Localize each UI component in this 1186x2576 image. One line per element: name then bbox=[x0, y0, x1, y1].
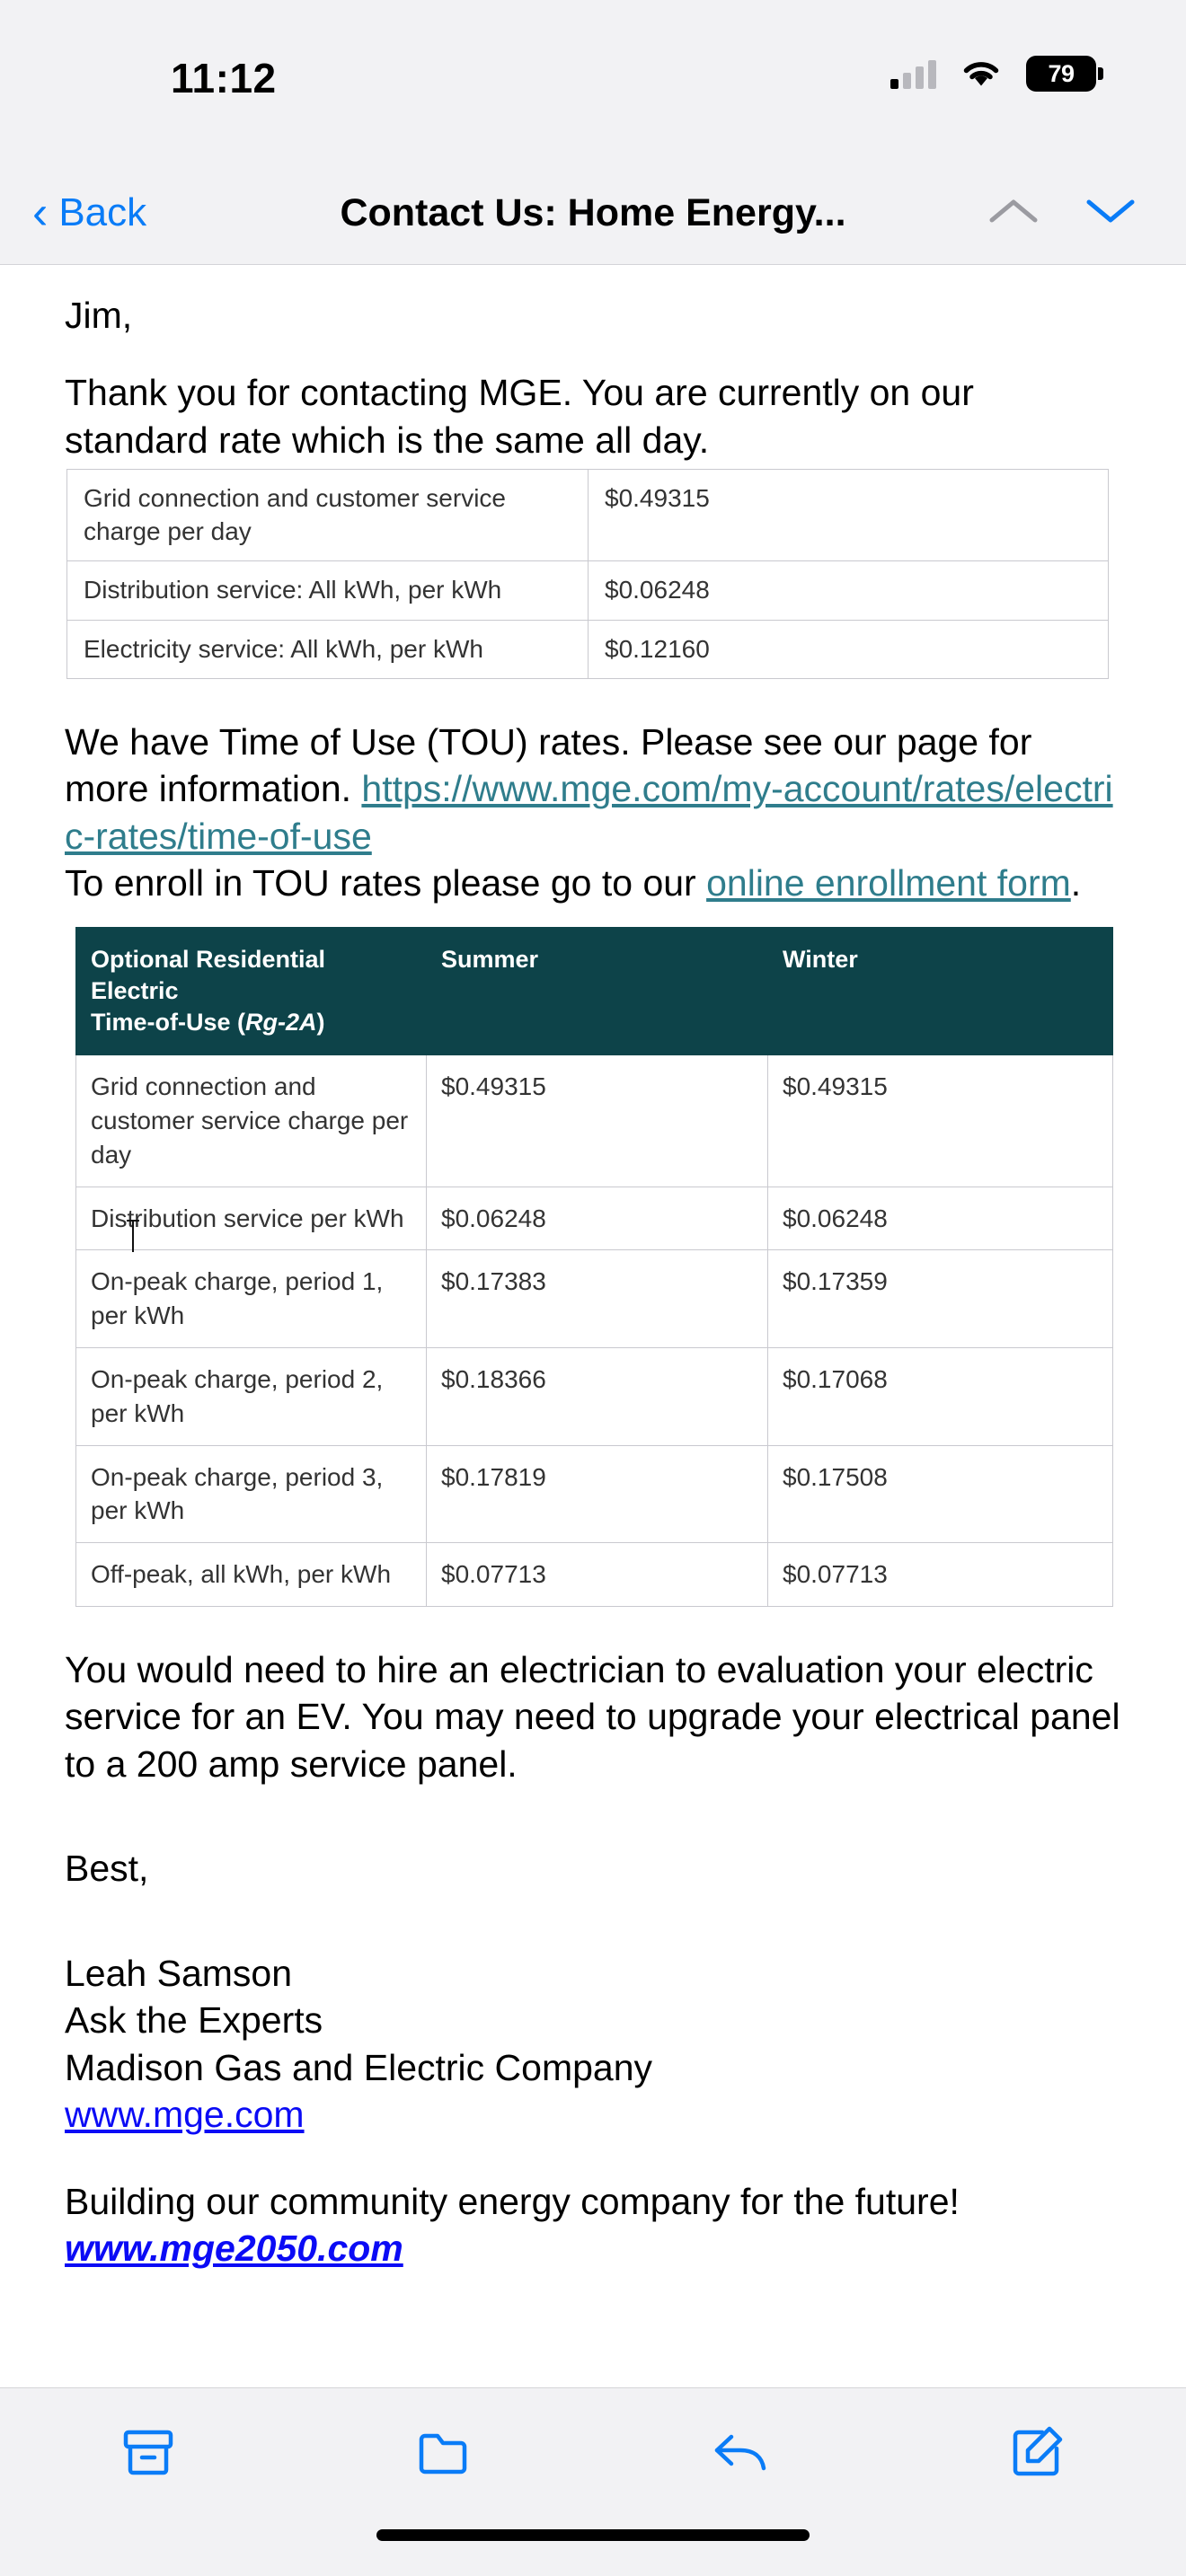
signature-url-line bbox=[65, 2091, 1121, 2138]
tou-row-winter: $0.07713 bbox=[768, 1543, 1113, 1607]
paragraph-2 bbox=[65, 719, 1121, 860]
standard-rate-table bbox=[66, 469, 1109, 679]
table-row bbox=[67, 561, 1109, 620]
home-indicator-area bbox=[0, 2522, 1186, 2576]
tou-row-summer: $0.18366 bbox=[427, 1347, 768, 1445]
chevron-up-icon[interactable] bbox=[988, 195, 1039, 232]
back-button[interactable] bbox=[32, 187, 147, 239]
tou-title-line1: Optional Residential Electric bbox=[91, 945, 326, 1004]
cellular-signal-icon bbox=[890, 58, 936, 89]
tou-row-label: Grid connection and customer service charge per day bbox=[76, 1055, 427, 1187]
greeting-text: Jim, bbox=[65, 295, 133, 336]
chevron-left-icon: ‹ bbox=[32, 187, 49, 239]
status-time: 11:12 bbox=[171, 55, 277, 101]
tou-rate-code: Rg-2A bbox=[245, 1009, 317, 1037]
archive-button[interactable] bbox=[94, 2411, 202, 2501]
rate-value: $0.49315 bbox=[589, 470, 1109, 561]
table-row bbox=[76, 1543, 1113, 1607]
table-row bbox=[76, 1250, 1113, 1348]
table-row bbox=[67, 470, 1109, 561]
enrollment-form-link[interactable]: online enrollment form bbox=[706, 862, 1071, 904]
tou-row-summer: $0.06248 bbox=[427, 1187, 768, 1250]
table-row bbox=[76, 1445, 1113, 1543]
paragraph-4: You would need to hire an electrician to evaluation your electric service for an EV. You may need to upgrade your electrical panel to a 200 amp service panel. bbox=[65, 1648, 1120, 1785]
rate-value: $0.12160 bbox=[589, 620, 1109, 678]
tou-title-line2-post: ) bbox=[316, 1009, 325, 1037]
home-indicator[interactable] bbox=[376, 2529, 810, 2541]
tou-row-winter: $0.17359 bbox=[768, 1250, 1113, 1348]
tou-row-label bbox=[76, 1187, 427, 1250]
signature-name: Leah Samson bbox=[65, 1952, 293, 1994]
mge-website-link[interactable]: www.mge.com bbox=[65, 2094, 305, 2136]
tou-row-label: On-peak charge, period 1, per kWh bbox=[76, 1250, 427, 1348]
tou-header-winter: Winter bbox=[768, 927, 1113, 1054]
tou-page-link[interactable]: https://www.mge.com/my-account/rates/electric-rates/time-of-use bbox=[65, 768, 1113, 857]
folder-icon bbox=[415, 2423, 474, 2487]
move-to-folder-button[interactable] bbox=[391, 2411, 499, 2501]
rate-label: Grid connection and customer service charge per day bbox=[67, 470, 589, 561]
table-row bbox=[76, 1187, 1113, 1250]
tou-row-summer: $0.17383 bbox=[427, 1250, 768, 1348]
table-row bbox=[67, 620, 1109, 678]
tou-row-label: On-peak charge, period 3, per kWh bbox=[76, 1445, 427, 1543]
status-bar bbox=[0, 0, 1186, 162]
rate-value: $0.06248 bbox=[589, 561, 1109, 620]
tou-row-label: On-peak charge, period 2, per kWh bbox=[76, 1347, 427, 1445]
signature-title: Ask the Experts bbox=[65, 1999, 323, 2042]
tou-row-label: Off-peak, all kWh, per kWh bbox=[76, 1543, 427, 1607]
paragraph-2-text: We have Time of Use (TOU) rates. Please see our page for more information. bbox=[65, 720, 1032, 810]
paragraph-1: Thank you for contacting MGE. You are currently on our standard rate which is the same all day. bbox=[65, 372, 974, 461]
table-row bbox=[76, 1347, 1113, 1445]
navigation-bar bbox=[0, 162, 1186, 265]
compose-icon bbox=[1008, 2423, 1067, 2487]
tou-row-summer: $0.49315 bbox=[427, 1055, 768, 1187]
wifi-icon bbox=[958, 57, 1005, 91]
mge2050-link[interactable]: www.mge2050.com bbox=[65, 2228, 403, 2270]
signature-company: Madison Gas and Electric Company bbox=[65, 2046, 653, 2088]
tou-row-winter: $0.49315 bbox=[768, 1055, 1113, 1187]
tou-header-summer: Summer bbox=[427, 927, 768, 1054]
tou-header-title bbox=[76, 927, 427, 1054]
reply-arrow-icon bbox=[710, 2426, 773, 2484]
tou-row-winter: $0.17508 bbox=[768, 1445, 1113, 1543]
battery-percent: 79 bbox=[1048, 59, 1075, 87]
rate-label: Electricity service: All kWh, per kWh bbox=[67, 620, 589, 678]
archive-box-icon bbox=[119, 2423, 178, 2487]
message-nav-arrows bbox=[988, 195, 1136, 232]
message-toolbar bbox=[0, 2387, 1186, 2522]
tagline-text: Building our community energy company for the future! bbox=[65, 2180, 960, 2222]
message-body bbox=[0, 265, 1186, 2387]
paragraph-3-period: . bbox=[1070, 862, 1082, 904]
closing-text: Best, bbox=[65, 1848, 149, 1890]
tou-row-winter: $0.06248 bbox=[768, 1187, 1113, 1250]
tagline-url-line bbox=[65, 2225, 1121, 2272]
rate-label: Distribution service: All kWh, per kWh bbox=[67, 561, 589, 620]
reply-button[interactable] bbox=[687, 2411, 795, 2501]
tou-row-label-text: Distribution service per kWh bbox=[91, 1204, 404, 1232]
paragraph-3 bbox=[65, 860, 1121, 906]
tou-row-winter: $0.17068 bbox=[768, 1347, 1113, 1445]
table-header-row bbox=[76, 927, 1113, 1054]
page-title: Contact Us: Home Energy... bbox=[340, 190, 846, 234]
tou-title-line2-pre: Time-of-Use ( bbox=[91, 1009, 246, 1037]
paragraph-3-text: To enroll in TOU rates please go to our bbox=[65, 862, 707, 904]
time-of-use-rate-table bbox=[75, 927, 1113, 1607]
back-label: Back bbox=[58, 190, 147, 234]
compose-button[interactable] bbox=[984, 2411, 1092, 2501]
chevron-down-icon[interactable] bbox=[1085, 195, 1136, 232]
status-indicators bbox=[890, 56, 1096, 92]
tou-row-summer: $0.17819 bbox=[427, 1445, 768, 1543]
table-row bbox=[76, 1055, 1113, 1187]
tou-row-summer: $0.07713 bbox=[427, 1543, 768, 1607]
battery-indicator bbox=[1026, 56, 1096, 92]
